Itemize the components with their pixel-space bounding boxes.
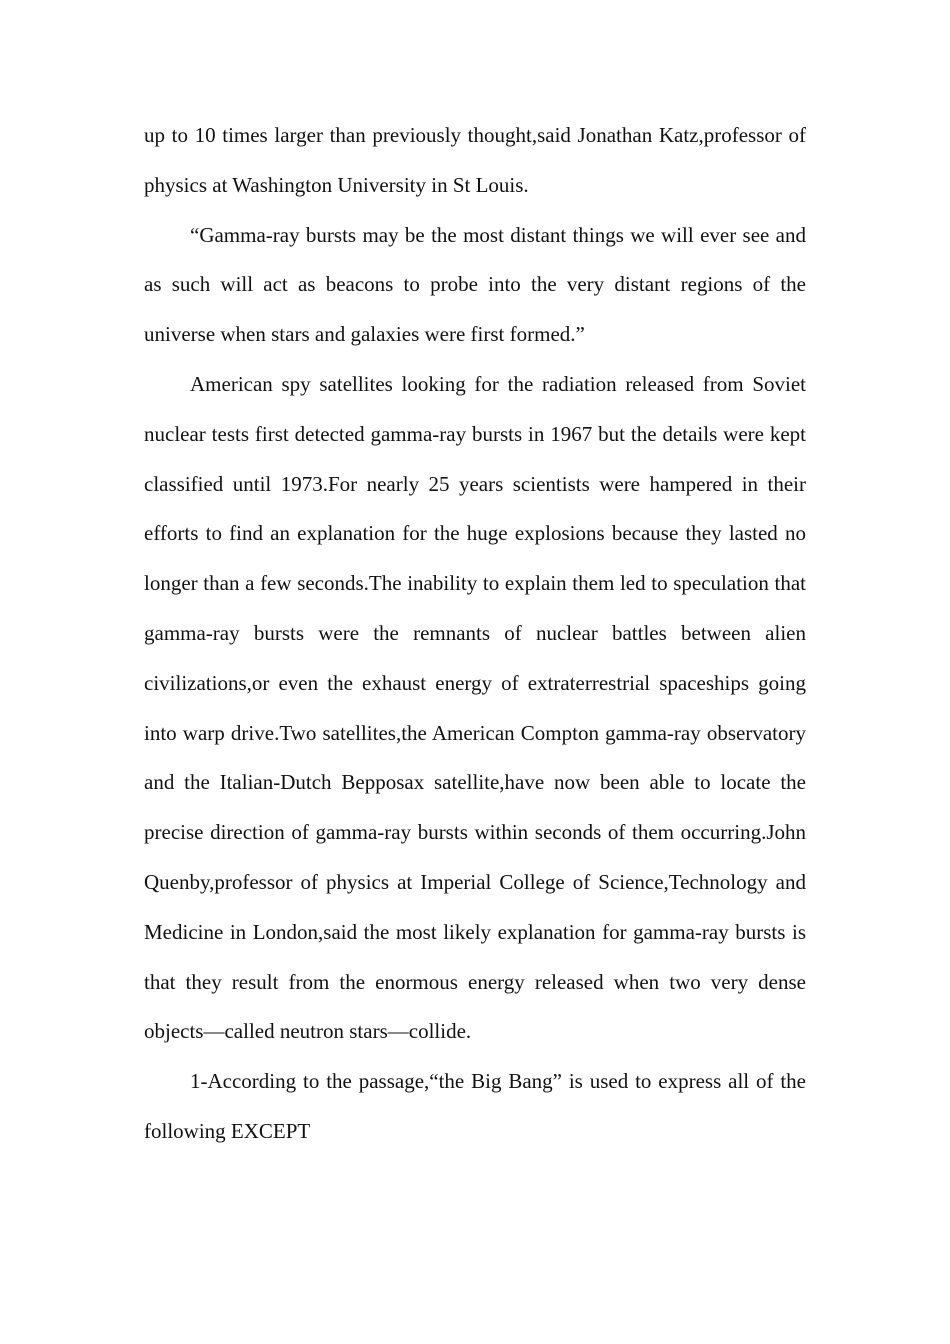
paragraph-history: American spy satellites looking for the radiation released from Soviet nuclear tests first detected gamma-ray bursts in 1967 but the details were kept classified until 1973.For nearly 25 years scientists were hampered in their efforts to find an explanation for the huge explosions because they lasted no longer than a few seconds.The inability to explain them led to speculation that gamma-ray bursts were the remnants of nuclear battles between alien civilizations,or even the exhaust energy of extraterrestrial spaceships going into warp drive.Two satellites,the American Compton gamma-ray observatory and the Italian-Dutch Bepposax satellite,have now been able to locate the precise direction of gamma-ray bursts within seconds of them occurring.John Quenby,professor of physics at Imperial College of Science,Technology and Medicine in London,said the most likely explanation for gamma-ray bursts is that they result from the enormous energy released when two very dense objects—called neutron stars—collide. [144, 371, 806, 1044]
question-1: 1-According to the passage,“the Big Bang” is used to express all of the following EXCEPT [144, 1069, 806, 1143]
paragraph-quote: “Gamma-ray bursts may be the most distant things we will ever see and as such will act as beacons to probe into the very distant regions of the universe when stars and galaxies were first formed.” [144, 222, 806, 347]
document-page [144, 111, 806, 1157]
paragraph-continuation: up to 10 times larger than previously thought,said Jonathan Katz,professor of physics at Washington University in St Louis. [144, 123, 806, 197]
